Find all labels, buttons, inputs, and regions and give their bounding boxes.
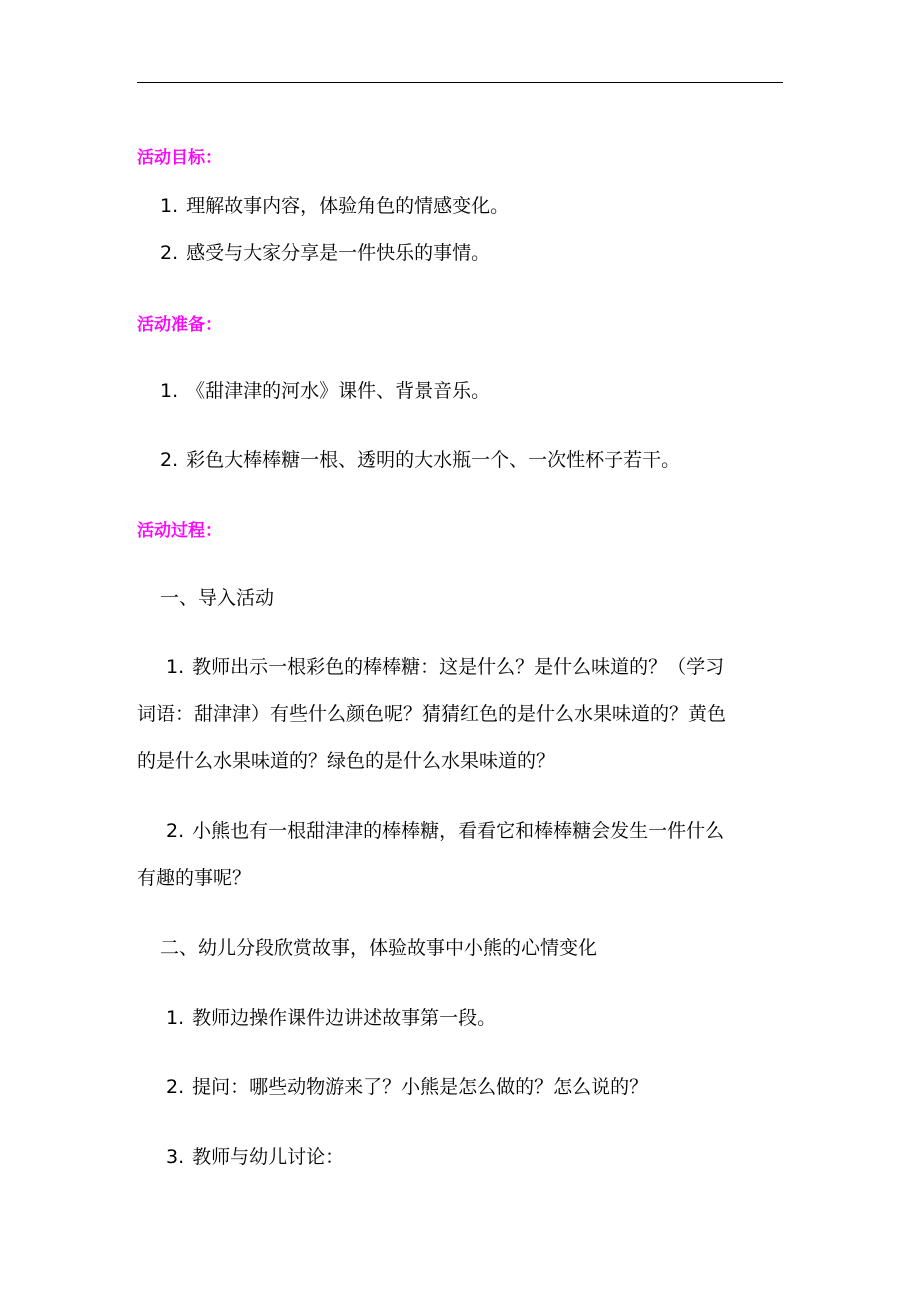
process-part1-item-2-text-line-1: 小熊也有一根甜津津的棒棒糖，看看它和棒棒糖会发生一件什么: [192, 820, 725, 842]
prep-item-1: [160, 372, 810, 410]
prep-item-2-number: 2.: [160, 449, 179, 471]
process-part1-item-2-line-1: [166, 812, 816, 850]
goal-item-1-text: 理解故事内容，体验角色的情感变化。: [186, 195, 510, 217]
process-part1-item-1-number: 1.: [166, 656, 185, 678]
header-rule: [137, 82, 783, 83]
process-part1-item-1-text-line-1: 教师出示一根彩色的棒棒糖：这是什么？是什么味道的？（学习: [192, 656, 725, 678]
prep-item-2: [160, 441, 810, 479]
heading-prep: 活动准备：: [137, 315, 222, 335]
prep-item-2-text: 彩色大棒棒糖一根、透明的大水瓶一个、一次性杯子若干。: [186, 449, 681, 471]
goal-item-2: [160, 234, 810, 272]
goal-item-1-number: 1.: [160, 195, 179, 217]
process-part1-item-2-number: 2.: [166, 820, 185, 842]
goal-item-2-number: 2.: [160, 242, 179, 264]
prep-item-1-text: 《甜津津的河水》课件、背景音乐。: [186, 380, 491, 402]
prep-item-1-number: 1.: [160, 380, 179, 402]
process-part2-item-1-number: 1.: [166, 1007, 185, 1029]
process-part2-item-3: [166, 1138, 816, 1176]
heading-goals: 活动目标：: [137, 148, 222, 168]
process-part1-item-1-line-2: 词语：甜津津）有些什么颜色呢？猜猜红色的是什么水果味道的？黄色: [137, 703, 727, 725]
process-part2-item-3-number: 3.: [166, 1146, 185, 1168]
process-part1-item-1-line-3: 的是什么水果味道的？绿色的是什么水果味道的？: [137, 750, 556, 772]
goal-item-1: [160, 187, 810, 225]
heading-process: 活动过程：: [137, 521, 222, 541]
process-part2-item-3-text: 教师与幼儿讨论：: [192, 1146, 345, 1168]
process-part2-item-2-number: 2.: [166, 1076, 185, 1098]
process-part2-item-1-text: 教师边操作课件边讲述故事第一段。: [192, 1007, 497, 1029]
process-part1-title: 一、导入活动: [160, 587, 275, 609]
process-part1-item-2-line-2: 有趣的事呢？: [137, 867, 252, 889]
process-part1-item-1-line-1: [166, 648, 816, 686]
process-part2-title: 二、幼儿分段欣赏故事，体验故事中小熊的心情变化: [160, 937, 598, 959]
process-part2-item-2: [166, 1068, 816, 1106]
process-part2-item-1: [166, 999, 816, 1037]
goal-item-2-text: 感受与大家分享是一件快乐的事情。: [186, 242, 491, 264]
process-part2-item-2-text: 提问：哪些动物游来了？小熊是怎么做的？怎么说的？: [192, 1076, 649, 1098]
